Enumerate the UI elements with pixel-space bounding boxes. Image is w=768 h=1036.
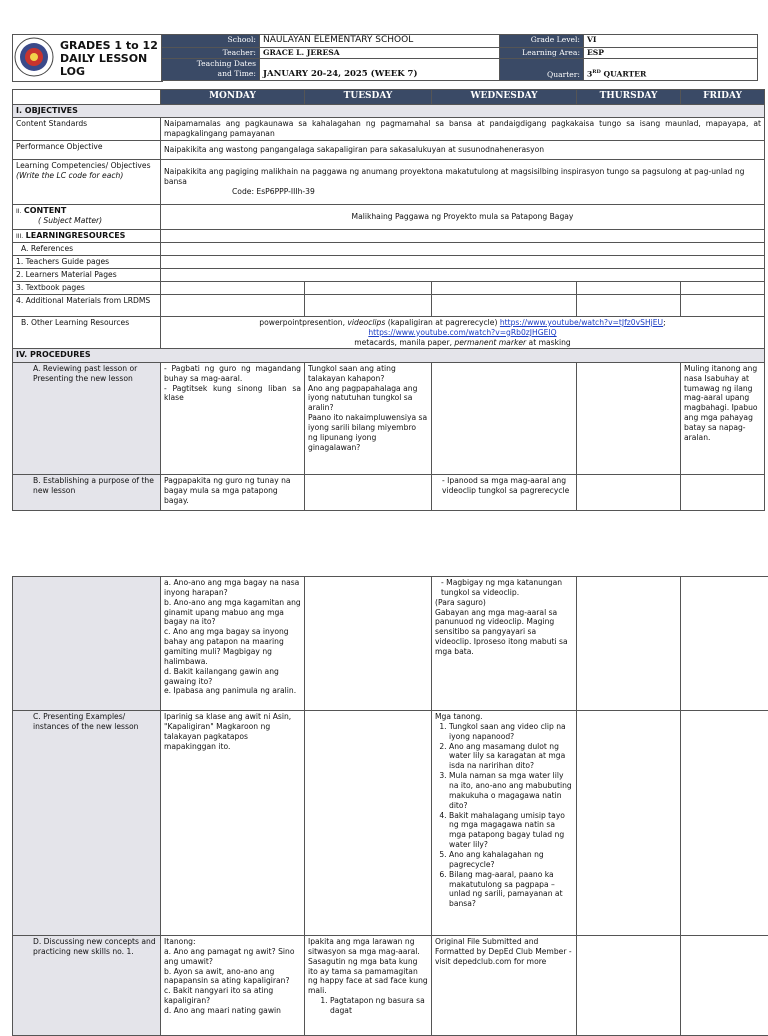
resources-title: LEARNINGRESOURCES <box>26 231 126 240</box>
proc-a-monday: - Pagbati ng guro ng magandang buhay sa mag-aaral. - Pagtitsek kung sinong liban sa klase <box>161 362 305 474</box>
teacher-label: Teacher: <box>162 47 260 58</box>
question-item: b. Ano-ano ang mga kagamitan ang ginamit upang mabuo ang mga bagay na ito? <box>164 598 301 628</box>
situation-item: 1. Pagtatapon ng basura sa dagat <box>330 996 428 1016</box>
title-line-2: DAILY LESSON <box>60 52 158 65</box>
quarter-label: Quarter: <box>500 58 584 80</box>
questions-list <box>435 722 573 909</box>
day-header-blank <box>13 90 161 105</box>
proc-b-tuesday-cont <box>305 577 432 711</box>
lc-text: Naipakikita ang pagiging malikhain na paggawa ng anumang proyektona makatutulong at magsisilbing inspirasyon tungo sa pagsulong at pag-unlad ng bansa <box>164 167 761 187</box>
proc-a-wednesday <box>432 362 577 474</box>
content-standards-value: Naipamamalas ang pagkaunawa sa kahalagahan ng pagmamahal sa bansa at pandaigdigang pagkakaisa tungo sa isang maunlad, mapayapa, at mapagkalingang pamayanan <box>161 118 765 141</box>
tue-instruction: Ipakita ang mga larawan ng sitwasyon sa mga mag-aaral. Sasagutin ng mga bata kung ito ay tama sa pamamagitan ng happy face at sad face kung mali. <box>308 937 428 996</box>
proc-c-thursday <box>577 711 681 936</box>
content-title: CONTENT <box>24 206 66 215</box>
dll-main-table <box>12 89 765 511</box>
dll-continued-table <box>12 576 768 1036</box>
references-label: A. References <box>13 243 161 256</box>
proc-b-tuesday <box>305 474 432 510</box>
proc-d-tuesday <box>305 936 432 1036</box>
other-resources-label: B. Other Learning Resources <box>13 316 161 349</box>
other-resources-value <box>161 316 765 349</box>
content-heading <box>13 205 161 230</box>
teacher-value: GRACE L. JERESA <box>260 47 500 58</box>
other-res-sep: ; <box>663 318 666 327</box>
cell <box>432 294 577 316</box>
day-header-tuesday: TUESDAY <box>305 90 432 105</box>
performance-objective-value: Naipakikita ang wastong pangangalaga sakapaligiran para sakasalukuyan at susunodnahenerasyon <box>161 141 765 160</box>
proc-b-wednesday: - Ipanood sa mga mag-aaral ang videoclip tungkol sa pagrerecycle <box>432 474 577 510</box>
day-header-friday: FRIDAY <box>681 90 765 105</box>
references-blank <box>161 243 765 256</box>
proc-b-friday-cont <box>681 577 768 711</box>
tg-pages-label: 1. Teachers Guide pages <box>13 256 161 269</box>
school-value: NAULAYAN ELEMENTARY SCHOOL <box>260 35 500 48</box>
area-label: Learning Area: <box>500 47 584 58</box>
proc-a-thursday <box>577 362 681 474</box>
youtube-link-1[interactable]: https://www.youtube/watch?v=tJfz0vSHjEU <box>500 318 663 327</box>
proc-d-friday <box>681 936 768 1036</box>
proc-c-friday <box>681 711 768 936</box>
grade-label: Grade Level: <box>500 35 584 48</box>
cell <box>681 294 765 316</box>
tg-pages-blank <box>161 256 765 269</box>
dates-label <box>162 58 260 80</box>
procedures-heading: IV. PROCEDURES <box>13 349 765 362</box>
cell <box>432 282 577 295</box>
lc-label-text: Learning Competencies/ Objectives <box>16 161 157 171</box>
wed-note-1: - Magbigay ng mga katanungan tungkol sa videoclip. <box>435 578 573 598</box>
questions-heading: Mga tanong. <box>435 712 573 722</box>
proc-d-label: D. Discussing new concepts and practicing new skills no. 1. <box>13 936 161 1036</box>
performance-objective-label: Performance Objective <box>13 141 161 160</box>
proc-b-friday <box>681 474 765 510</box>
proc-b-monday-questions <box>161 577 305 711</box>
youtube-link-2[interactable]: https://www.youtube.com/watch?v=gRb0zJHGEIQ <box>368 328 556 337</box>
additional-materials-label: 4. Additional Materials from LRDMS <box>13 294 161 316</box>
resources-heading <box>13 230 161 243</box>
day-header-wednesday: WEDNESDAY <box>432 90 577 105</box>
other-res-italic: videoclips <box>347 318 385 327</box>
question-item: 4. Bakit mahalagang umisip tayo ng mga magagawa natin sa mga patapong bagay tulad ng water lily? <box>449 811 573 850</box>
situation-list <box>308 996 428 1016</box>
proc-d-thursday <box>577 936 681 1036</box>
title-line-1: GRADES 1 to 12 <box>60 39 158 52</box>
question-item: 1. Tungkol saan ang video clip na iyong napanood? <box>449 722 573 742</box>
other-res-italic: permanent marker <box>454 338 526 347</box>
dates-label-line2: and Time: <box>165 69 256 79</box>
quarter-number: 3 <box>587 70 592 79</box>
cell <box>161 294 305 316</box>
resources-prefix: III. <box>16 233 23 240</box>
grade-value: VI <box>584 35 758 48</box>
proc-c-tuesday <box>305 711 432 936</box>
lm-pages-label: 2. Learners Material Pages <box>13 269 161 282</box>
cell <box>161 282 305 295</box>
content-subtitle: ( Subject Matter) <box>16 216 157 226</box>
content-standards-label: Content Standards <box>13 118 161 141</box>
proc-b-thursday <box>577 474 681 510</box>
lc-code: Code: EsP6PPP-IIIh-39 <box>164 187 761 197</box>
title-line-3: LOG <box>60 65 158 78</box>
proc-c-label: C. Presenting Examples/ instances of the new lesson <box>13 711 161 936</box>
quarter-value <box>584 58 758 80</box>
proc-b-label: B. Establishing a purpose of the new lesson <box>13 474 161 510</box>
quarter-word: QUARTER <box>603 70 646 79</box>
title-box-border <box>12 34 163 82</box>
day-header-monday: MONDAY <box>161 90 305 105</box>
question-item: 5. Ano ang kahalagahan ng pagrecycle? <box>449 850 573 870</box>
proc-d-wednesday: Original File Submitted and Formatted by DepEd Club Member - visit depedclub.com for more <box>432 936 577 1036</box>
area-value: ESP <box>584 47 758 58</box>
dates-label-line1: Teaching Dates <box>165 59 256 69</box>
proc-a-friday: Muling itanong ang nasa Isabuhay at tumawag ng ilang mag-aaral upang magbahagi. Ipabuo ang mga pahayag batay sa napag-aralan. <box>681 362 765 474</box>
proc-b-thursday-cont <box>577 577 681 711</box>
dates-value: JANUARY 20-24, 2025 (WEEK 7) <box>260 58 500 80</box>
objectives-heading: I. OBJECTIVES <box>13 104 765 117</box>
quarter-suffix: RD <box>592 69 601 75</box>
proc-c-wednesday <box>432 711 577 936</box>
cell <box>305 282 432 295</box>
header-info-table <box>161 34 758 81</box>
lm-pages-blank <box>161 269 765 282</box>
question-item: 6. Bilang mag-aaral, paano ka makatutulong sa pagpapa – unlad ng sarili, pamayanan at bansa? <box>449 870 573 909</box>
proc-c-monday: Iparinig sa klase ang awit ni Asin, "Kapaligiran" Magkaroon ng talakayan pagkatapos mapakinggan ito. <box>161 711 305 936</box>
resources-blank <box>161 230 765 243</box>
question-item: e. Ipabasa ang panimula ng aralin. <box>164 686 301 696</box>
proc-b-label-cont <box>13 577 161 711</box>
cell <box>305 294 432 316</box>
lc-label-note: (Write the LC code for each) <box>16 171 157 181</box>
other-res-text: (kapaligiran at pagrerecycle) <box>385 318 500 327</box>
lc-value <box>161 160 765 205</box>
other-res-text: at masking <box>526 338 571 347</box>
proc-a-tuesday: Tungkol saan ang ating talakayan kahapon? Ano ang pagpapahalaga ang iyong natutuhan tungkol sa aralin? Paano ito nakaimpluwensiya sa iyong sarili bilang miyembro ng lipunang iyong ginagalawan? <box>305 362 432 474</box>
wed-note-3: Gabayan ang mga mag-aaral sa panunuod ng videoclip. Maging sensitibo sa pangyayari sa videoclip. Iproseso itong mabuti sa mga bata. <box>435 608 573 657</box>
school-label: School: <box>162 35 260 48</box>
content-value: Malikhaing Paggawa ng Proyekto mula sa Patapong Bagay <box>161 205 765 230</box>
wed-note-2: (Para saguro) <box>435 598 573 608</box>
question-item: 2. Ano ang masamang dulot ng water lily sa karagatan at mga isda na naririhan dito? <box>449 742 573 772</box>
question-item: 3. Mula naman sa mga water lily na ito, ano-ano ang mabubuting makukuha o magagawa natin dito? <box>449 771 573 810</box>
proc-d-monday: Itanong: a. Ano ang pamagat ng awit? Sino ang umawit? b. Ayon sa awit, ano-ano ang napapansin sa ating kapaligiran? c. Bakit nangyari ito sa ating kapaligiran? d. Ano ang maari nating gawin <box>161 936 305 1036</box>
day-header-thursday: THURSDAY <box>577 90 681 105</box>
question-item: d. Bakit kailangang gawin ang gawaing ito? <box>164 667 301 687</box>
other-res-text: metacards, manila paper, <box>354 338 454 347</box>
proc-a-label: A. Reviewing past lesson or Presenting the new lesson <box>13 362 161 474</box>
cell <box>681 282 765 295</box>
content-prefix: II. <box>16 208 21 215</box>
question-item: a. Ano-ano ang mga bagay na nasa inyong harapan? <box>164 578 301 598</box>
other-res-text: powerpointpresention, <box>259 318 347 327</box>
proc-b-monday: Pagpapakita ng guro ng tunay na bagay mula sa mga patapong bagay. <box>161 474 305 510</box>
textbook-pages-label: 3. Textbook pages <box>13 282 161 295</box>
lc-label <box>13 160 161 205</box>
question-item: c. Ano ang mga bagay sa inyong bahay ang patapon na maaring gamiting muli? Magbigay ng halimbawa. <box>164 627 301 666</box>
cell <box>577 282 681 295</box>
proc-b-wednesday-cont <box>432 577 577 711</box>
cell <box>577 294 681 316</box>
